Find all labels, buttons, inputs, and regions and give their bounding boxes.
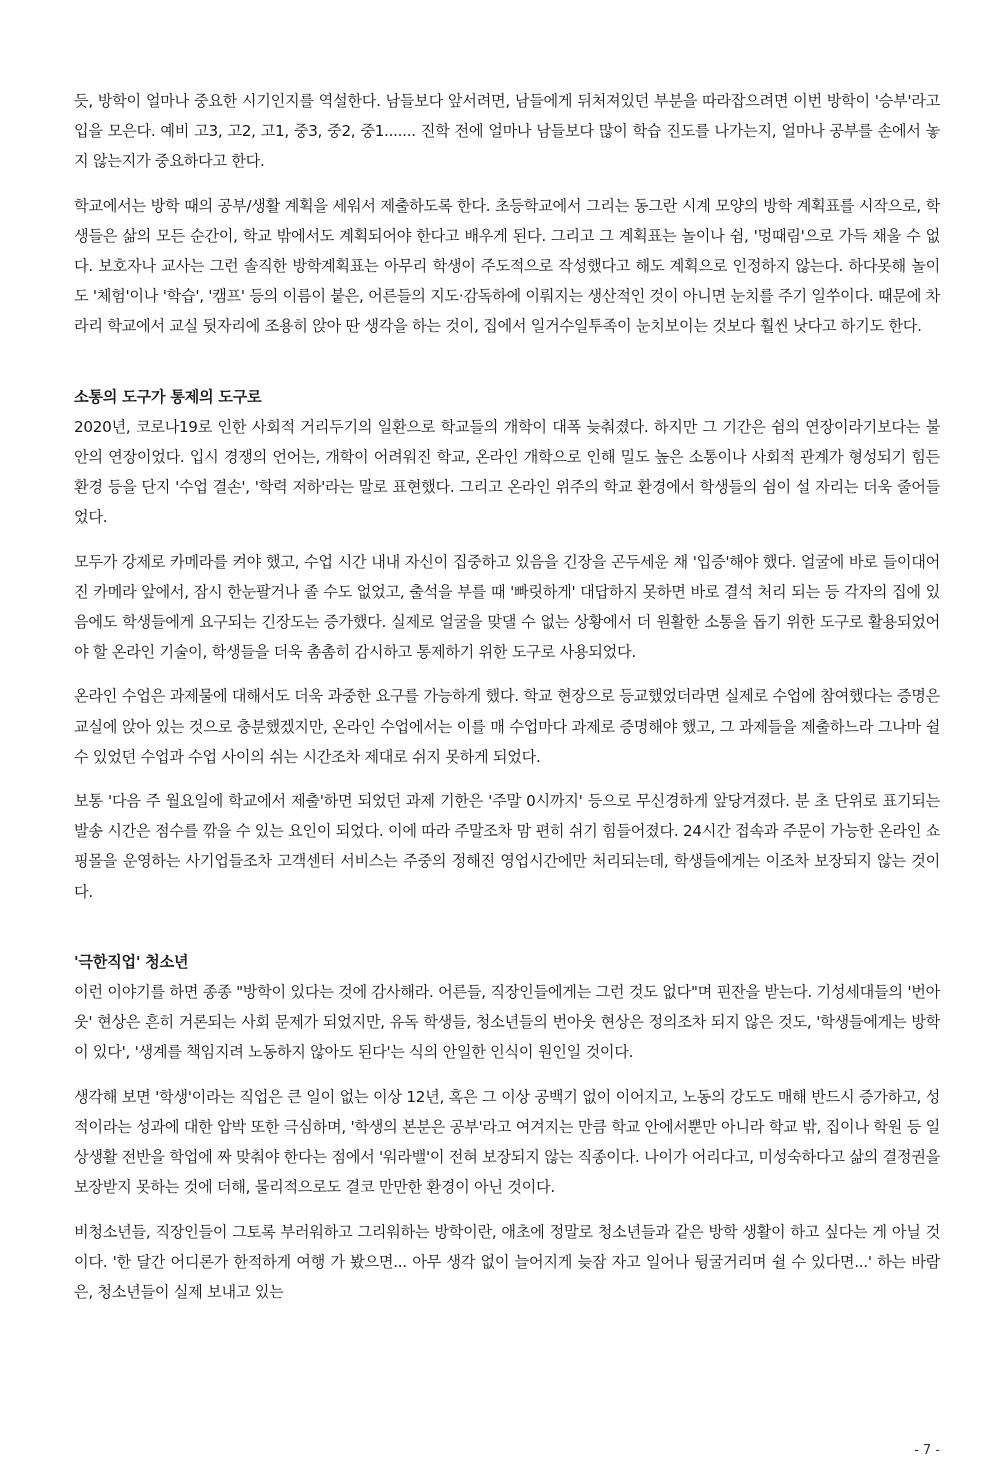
body-paragraph: 비청소년들, 직장인들이 그토록 부러워하고 그리워하는 방학이란, 애초에 정말로 청소년들과 같은 방학 생활이 하고 싶다는 게 아닐 것이다. '한 달간 어디론가 한적하게 여행 가 봤으면... 아무 생각 없이 늘어지게 늦잠 자고 일어나 뒹굴거리며 쉴 수 있다면...' 하는 바람은, 청소년들이 실제 보내고 있는: [74, 1222, 940, 1301]
body-paragraph: 생각해 보면 '학생'이라는 직업은 큰 일이 없는 이상 12년, 혹은 그 이상 공백기 없이 이어지고, 노동의 강도도 매해 반드시 증가하고, 성적이라는 성과에 대한 압박 또한 극심하며, '학생의 본분은 공부'라고 여겨지는 만큼 학교 안에서뿐만 아니라 학교 밖, 집이나 학원 등 일상생활 전반을 학업에 짜 맞춰야 한다는 점에서 '워라밸'이 전혀 보장되지 않는 직종이다. 나이가 어리다고, 미성숙하다고 삶의 결정권을 보장받지 못하는 것에 더해, 물리적으로도 결코 만만한 환경이 아닌 것이다.: [74, 1087, 940, 1197]
page-number: - 7 -: [914, 1443, 940, 1458]
body-paragraph: 모두가 강제로 카메라를 켜야 했고, 수업 시간 내내 자신이 집중하고 있음을 긴장을 곤두세운 채 '입증'해야 했다. 얼굴에 바로 들이대어진 카메라 앞에서, 잠시 한눈팔거나 졸 수도 없었고, 출석을 부를 때 '빠릿하게' 대답하지 못하면 바로 결석 처리 되는 등 각자의 집에 있음에도 학생들에게 요구되는 긴장도는 증가했다. 실제로 얼굴을 맞댈 수 없는 상황에서 더 원활한 소통을 돕기 위한 도구로 활용되었어야 할 온라인 기술이, 학생들을 더욱 촘촘히 감시하고 통제하기 위한 도구로 사용되었다.: [74, 552, 940, 662]
section-heading-communication: 소통의 도구가 통제의 도구로: [74, 387, 262, 406]
section-spacer: [74, 356, 940, 382]
body-paragraph: 이런 이야기를 하면 종종 "방학이 있다는 것에 감사해라. 어른들, 직장인들에게는 그런 것도 없다"며 핀잔을 받는다. 기성세대들의 '번아웃' 현상은 흔히 거론되는 사회 문제가 되었지만, 유독 학생들, 청소년들의 번아웃 현상은 정의조차 되지 않은 것도, '학생들에게는 방학이 있다', '생계를 책임지려 노동하지 않아도 된다'는 식의 안일한 인식이 원인일 것이다.: [74, 983, 940, 1062]
body-paragraph: 학교에서는 방학 때의 공부/생활 계획을 세워서 제출하도록 한다. 초등학교에서 그리는 동그란 시계 모양의 방학 계획표를 시작으로, 학생들은 삶의 모든 순간이, 학교 밖에서도 계획되어야 한다고 배우게 된다. 그리고 그 계획표는 놀이나 쉼, '멍때림'으로 가득 채울 수 없다. 보호자나 교사는 그런 솔직한 방학계획표는 아무리 학생이 주도적으로 작성했다고 해도 계획으로 인정하지 않는다. 하다못해 놀이도 '체험'이나 '학습', '캠프' 등의 이름이 붙은, 어른들의 지도·감독하에 이뤄지는 생산적인 것이 아니면 눈치를 주기 일쑤이다. 때문에 차라리 학교에서 교실 뒷자리에 조용히 앉아 딴 생각을 하는 것이, 집에서 일거수일투족이 눈치보이는 것보다 훨씬 낫다고 하기도 한다.: [74, 196, 940, 336]
body-paragraph: 2020년, 코로나19로 인한 사회적 거리두기의 일환으로 학교들의 개학이 대폭 늦춰졌다. 하지만 그 기간은 쉼의 연장이라기보다는 불안의 연장이었다. 입시 경쟁의 언어는, 개학이 어려워진 학교, 온라인 개학으로 인해 밀도 높은 소통이나 사회적 관계가 형성되기 힘든 환경 등을 단지 '수업 결손', '학력 저하'라는 말로 표현했다. 그리고 온라인 위주의 학교 환경에서 학생들의 쉼이 설 자리는 더욱 줄어들었다.: [74, 417, 940, 527]
section-heading-extreme-job: '극한직업' 청소년: [74, 952, 189, 971]
body-paragraph: 듯, 방학이 얼마나 중요한 시기인지를 역설한다. 남들보다 앞서려면, 남들에게 뒤처져있던 부분을 따라잡으려면 이번 방학이 '승부'라고 입을 모은다. 예비 고3, 고2, 고1, 중3, 중2, 중1....... 진학 전에 얼마나 남들보다 많이 학습 진도를 나가는지, 얼마나 공부를 손에서 놓지 않는지가 중요하다고 한다.: [74, 92, 940, 171]
body-paragraph: 보통 '다음 주 월요일에 학교에서 제출'하면 되었던 과제 기한은 '주말 0시까지' 등으로 무신경하게 앞당겨졌다. 분 초 단위로 표기되는 발송 시간은 점수를 깎을 수 있는 요인이 되었다. 이에 따라 주말조차 맘 편히 쉬기 힘들어졌다. 24시간 접속과 주문이 가능한 온라인 쇼핑몰을 운영하는 사기업들조차 고객센터 서비스는 주중의 정해진 영업시간에만 처리되는데, 학생들에게는 이조차 보장되지 않는 것이다.: [74, 792, 940, 901]
section-spacer: [74, 921, 940, 947]
document-page: [74, 86, 940, 1321]
body-paragraph: 온라인 수업은 과제물에 대해서도 더욱 과중한 요구를 가능하게 했다. 학교 현장으로 등교했었더라면 실제로 수업에 참여했다는 증명은 교실에 앉아 있는 것으로 충분했겠지만, 온라인 수업에서는 이를 매 수업마다 과제로 증명해야 했고, 그 과제들을 제출하느라 그나마 쉴 수 있었던 수업과 수업 사이의 쉬는 시간조차 제대로 쉬지 못하게 되었다.: [74, 687, 940, 766]
